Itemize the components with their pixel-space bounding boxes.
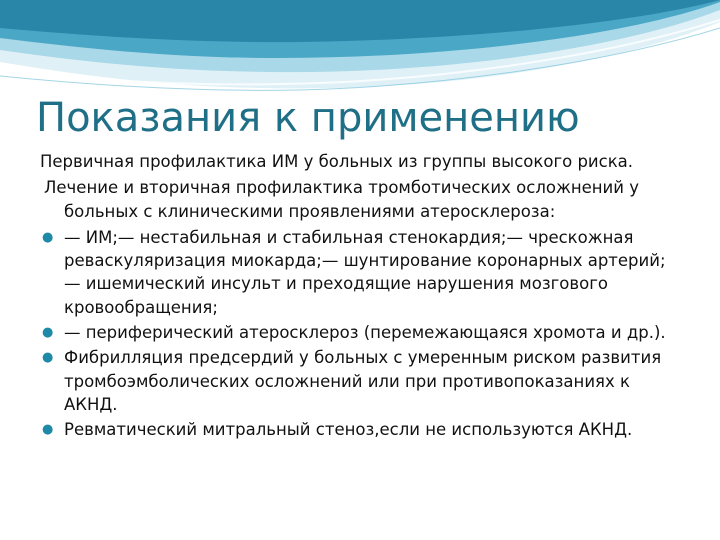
bullet-item: [40, 226, 680, 319]
bullet-dot-icon: ●: [42, 229, 54, 245]
slide-title: Показания к применению: [36, 95, 580, 141]
paragraph-treatment: Лечение и вторичная профилактика тромботических осложнений у больных с клиническими проявлениями атеросклероза:: [44, 178, 640, 221]
bullet-item: [40, 321, 680, 344]
bullet-text: Ревматический митральный стеноз,если не используются АКНД.: [64, 420, 633, 440]
bullet-item: [40, 418, 680, 441]
bullet-dot-icon: ●: [42, 422, 54, 438]
bullet-dot-icon: ●: [42, 350, 54, 366]
bullet-item: [40, 346, 680, 416]
bullet-text: — ИМ;— нестабильная и стабильная стенокардия;— чрескожная реваскуляризация миокарда;— шунтирование коронарных артерий;— ишемический инсульт и преходящие нарушения мозгового кровообращения;: [64, 227, 666, 317]
paragraph-primary-prevention: Первичная профилактика ИМ у больных из группы высокого риска.: [40, 152, 634, 171]
bullet-dot-icon: ●: [42, 325, 54, 341]
slide-body: [40, 150, 680, 444]
header-wave-decoration: [0, 0, 720, 100]
bullet-text: Фибрилляция предсердий у больных с умеренным риском развития тромбоэмболических осложнений или при противопоказаниях к АКНД.: [64, 348, 662, 414]
bullet-text: — периферический атеросклероз (перемежающаяся хромота и др.).: [64, 323, 666, 343]
